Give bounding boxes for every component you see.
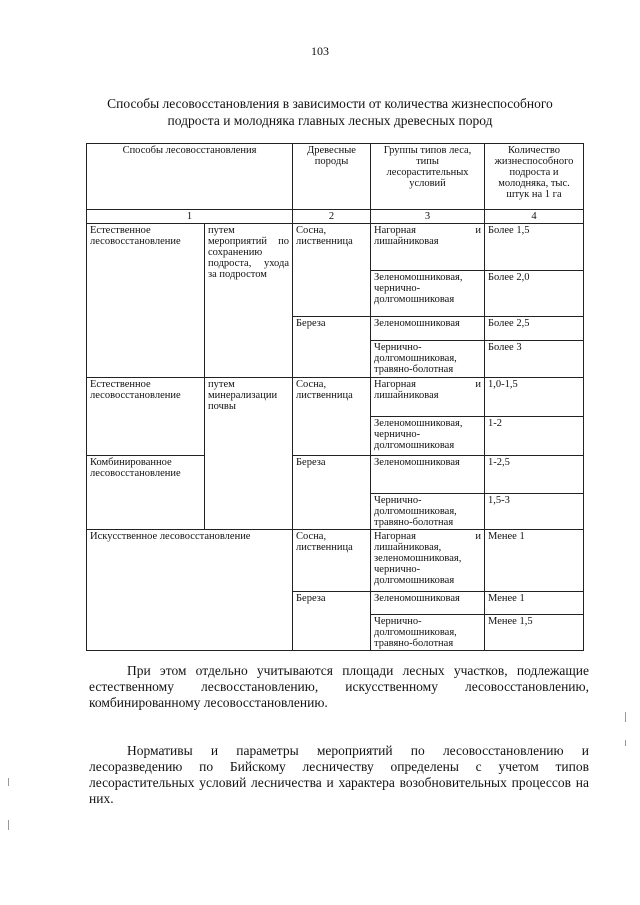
- quantity-cell: Более 3: [485, 341, 584, 378]
- group-cell: Зеленомошниковая, чернично-долгомошниковая: [371, 417, 485, 456]
- scan-mark: [625, 740, 626, 746]
- group-cell: Чернично-долгомошниковая, травяно-болотная: [371, 494, 485, 530]
- table-row: [87, 530, 584, 592]
- scan-mark: [8, 820, 9, 830]
- species-pine-larch: Сосна, лиственница: [293, 378, 371, 456]
- table-row: [87, 456, 584, 494]
- page-number: 103: [311, 44, 329, 58]
- quantity-cell: Менее 1,5: [485, 615, 584, 651]
- method-combined: Комбинированное лесовосстановление: [87, 456, 205, 530]
- table-row: [87, 224, 584, 271]
- group-cell: Зеленомошниковая: [371, 592, 485, 615]
- scan-mark: [625, 712, 626, 722]
- method-natural-1: Естественное лесовосстановление: [87, 224, 205, 378]
- group-cell: Зеленомошниковая, чернично-долгомошниковая: [371, 271, 485, 317]
- species-pine-larch: Сосна, лиственница: [293, 530, 371, 592]
- method-artificial: Искусственное лесовосстановление: [87, 530, 293, 651]
- header-quantity: Количество жизнеспособного подроста и молодняка, тыс. штук на 1 га: [485, 144, 584, 210]
- quantity-cell: 1-2: [485, 417, 584, 456]
- column-number-4: 4: [485, 210, 584, 224]
- header-species: Древесные породы: [293, 144, 371, 210]
- means-mineralization: путем минерализации почвы: [205, 378, 293, 530]
- group-cell: Нагорная и лишайниковая: [371, 378, 485, 417]
- method-natural-2: Естественное лесовосстановление: [87, 378, 205, 456]
- column-number-2: 2: [293, 210, 371, 224]
- table-row: [87, 378, 584, 417]
- species-pine-larch: Сосна, лиственница: [293, 224, 371, 317]
- column-number-3: 3: [371, 210, 485, 224]
- quantity-cell: 1,5-3: [485, 494, 584, 530]
- group-cell: Чернично-долгомошниковая, травяно-болотная: [371, 615, 485, 651]
- table-title: [60, 95, 600, 129]
- column-number-row: [87, 210, 584, 224]
- group-cell: Зеленомошниковая: [371, 456, 485, 494]
- quantity-cell: Более 1,5: [485, 224, 584, 271]
- quantity-cell: Менее 1: [485, 592, 584, 615]
- group-cell: Зеленомошниковая: [371, 317, 485, 341]
- header-groups: Группы типов леса, типы лесорастительных условий: [371, 144, 485, 210]
- header-row: [87, 144, 584, 210]
- quantity-cell: Более 2,0: [485, 271, 584, 317]
- group-cell: Нагорная и лишайниковая: [371, 224, 485, 271]
- reforestation-table: [86, 143, 584, 651]
- species-birch: Береза: [293, 592, 371, 651]
- species-birch: Береза: [293, 317, 371, 378]
- quantity-cell: Менее 1: [485, 530, 584, 592]
- table-title-line-1: Способы лесовосстановления в зависимости от количества жизнеспособного: [107, 96, 553, 111]
- group-cell: Чернично-долгомошниковая, травяно-болотная: [371, 341, 485, 378]
- group-cell: Нагорная и лишайниковая, зеленомошниковая, чернично-долгомошниковая: [371, 530, 485, 592]
- quantity-cell: Более 2,5: [485, 317, 584, 341]
- quantity-cell: 1-2,5: [485, 456, 584, 494]
- species-birch: Береза: [293, 456, 371, 530]
- column-number-1: 1: [87, 210, 293, 224]
- scan-mark: [8, 778, 9, 786]
- paragraph-accounting: При этом отдельно учитываются площади лесных участков, подлежащие естественному лесвосстановлению, искусственному лесовосстановлению, комбинированному лесовосстановлению.: [89, 663, 589, 710]
- means-preservation: путем мероприятий по сохранению подроста, ухода за подростом: [205, 224, 293, 378]
- header-methods: Способы лесовосстановления: [87, 144, 293, 210]
- quantity-cell: 1,0-1,5: [485, 378, 584, 417]
- paragraph-standards: Нормативы и параметры мероприятий по лесовосстановлению и лесоразведению по Бийскому лесничеству определены с учетом типов лесорастительных условий лесничества и характера возобновительных процессов на них.: [89, 743, 589, 806]
- table-title-line-2: подроста и молодняка главных лесных древесных пород: [167, 113, 493, 128]
